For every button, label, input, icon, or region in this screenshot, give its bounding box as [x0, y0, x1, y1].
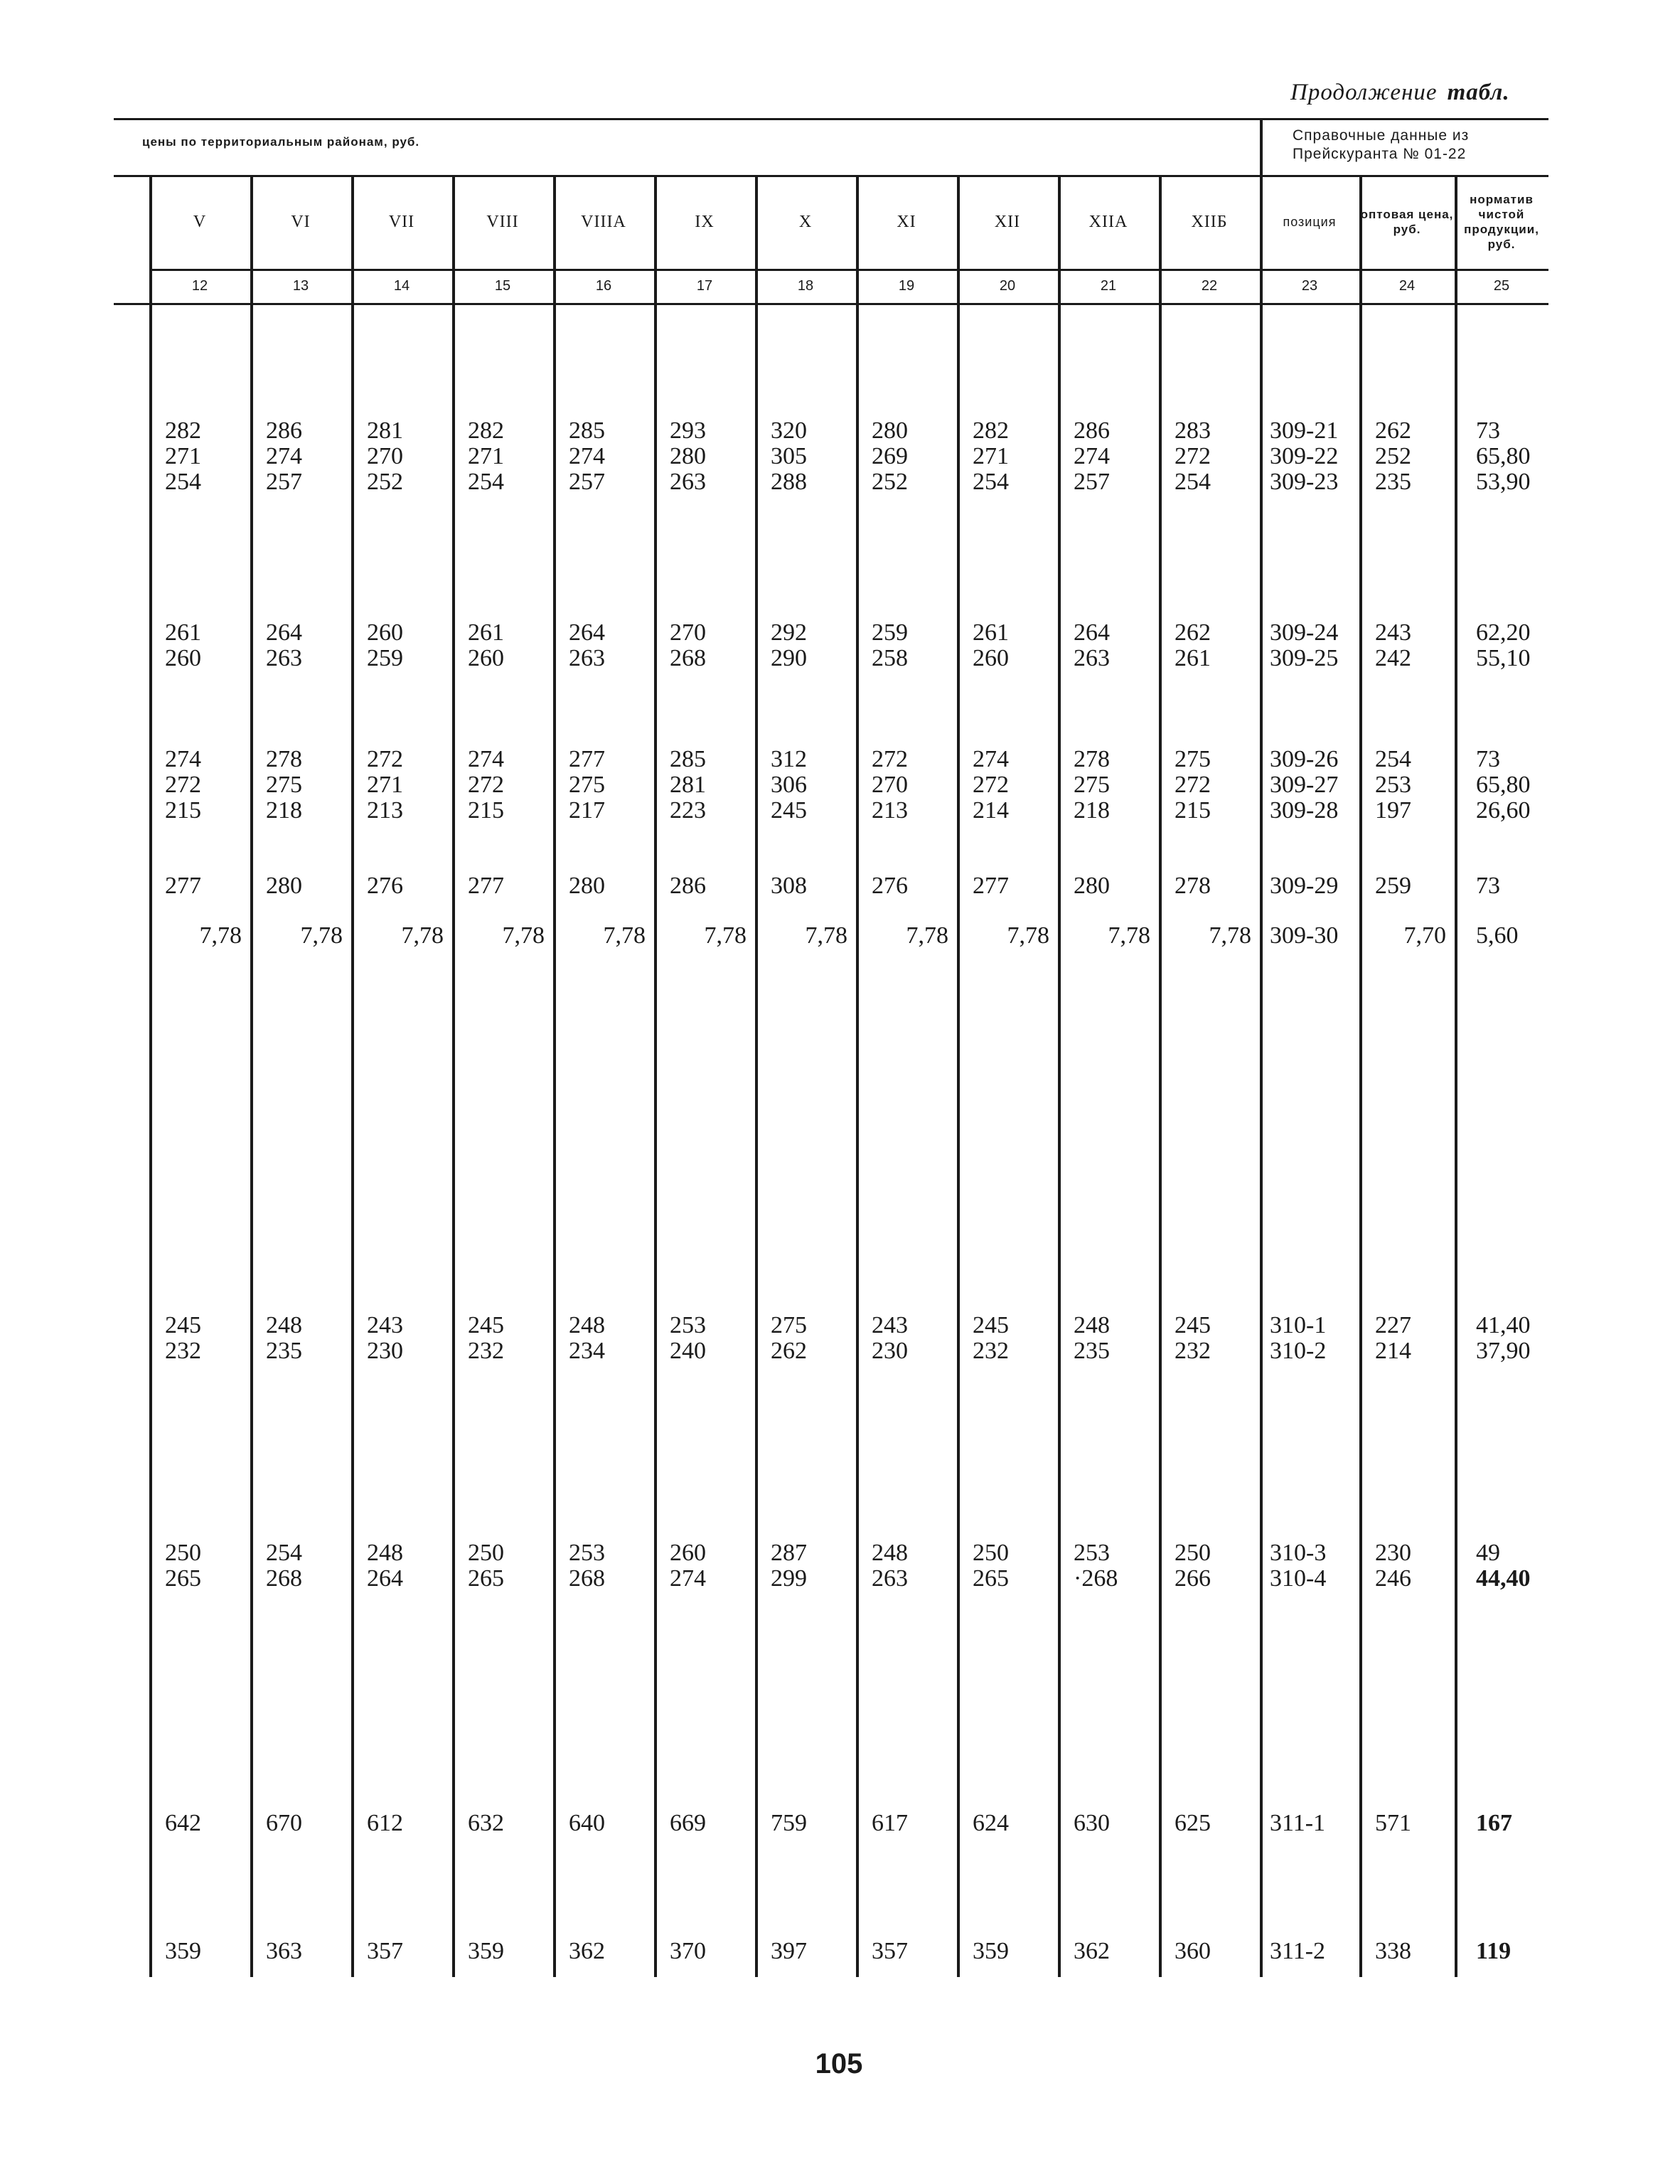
table-cell: 259: [1375, 873, 1411, 899]
table-cell: 312: [771, 746, 807, 772]
column-number: 13: [292, 277, 309, 294]
column-divider: [755, 176, 758, 1977]
table-cell: 53,90: [1476, 469, 1531, 495]
table-cell: 309-29: [1270, 873, 1339, 899]
column-header: XIIА: [1088, 212, 1128, 231]
table-cell: 235: [266, 1338, 302, 1364]
table-cell: 278: [1175, 873, 1211, 899]
table-cell: 7,78: [1209, 922, 1251, 949]
table-cell: 277: [468, 873, 504, 899]
table-cell: 357: [872, 1938, 908, 1964]
table-cell: 274: [468, 746, 504, 772]
table-cell: 299: [771, 1565, 807, 1592]
table-cell: 7,78: [1007, 922, 1049, 949]
column-divider: [957, 176, 960, 1977]
table-cell: 270: [872, 772, 908, 798]
table-cell: 254: [1175, 469, 1211, 495]
table-cell: 263: [872, 1565, 908, 1592]
table-cell: 261: [165, 619, 201, 646]
table-cell: 265: [165, 1565, 201, 1592]
table-cell: 275: [1074, 772, 1110, 798]
column-divider: [1455, 176, 1457, 1977]
column-divider: [1260, 118, 1263, 1977]
table-abbrev: табл.: [1447, 80, 1510, 105]
column-number: 16: [595, 277, 612, 294]
table-cell: 359: [165, 1938, 201, 1964]
table-cell: 254: [165, 469, 201, 495]
table-cell: 311-1: [1270, 1810, 1326, 1836]
table-cell: 275: [771, 1312, 807, 1338]
column-header: позиция: [1283, 214, 1337, 229]
column-number: 17: [696, 277, 713, 294]
column-header: X: [798, 212, 813, 231]
table-cell: 245: [1175, 1312, 1211, 1338]
table-cell: 362: [569, 1938, 605, 1964]
table-cell: 258: [872, 645, 908, 671]
table-cell: 243: [367, 1312, 403, 1338]
column-number: 19: [898, 277, 915, 294]
table-cell: 7,78: [603, 922, 646, 949]
table-cell: 227: [1375, 1312, 1411, 1338]
column-divider: [1159, 176, 1162, 1977]
table-cell: 7,78: [906, 922, 948, 949]
table-cell: 73: [1476, 873, 1500, 899]
table-cell: 73: [1476, 746, 1500, 772]
table-cell: ·268: [1074, 1565, 1118, 1592]
column-divider: [1058, 176, 1061, 1977]
table-cell: 268: [266, 1565, 302, 1592]
table-cell: 309-28: [1270, 797, 1339, 824]
table-cell: 242: [1375, 645, 1411, 671]
table-cell: 253: [569, 1540, 605, 1566]
table-cell: 362: [1074, 1938, 1110, 1964]
table-cell: 309-22: [1270, 443, 1339, 469]
table-cell: 41,40: [1476, 1312, 1531, 1338]
table-cell: 7,78: [401, 922, 444, 949]
table-cell: 252: [1375, 443, 1411, 469]
table-cell: 630: [1074, 1810, 1110, 1836]
column-number: 14: [393, 277, 410, 294]
table-cell: 288: [771, 469, 807, 495]
table-cell: 305: [771, 443, 807, 469]
table-cell: 234: [569, 1338, 605, 1364]
table-cell: 268: [569, 1565, 605, 1592]
table-cell: 357: [367, 1938, 403, 1964]
table-cell: 309-23: [1270, 469, 1339, 495]
table-cell: 260: [468, 645, 504, 671]
column-number: 15: [494, 277, 511, 294]
table-cell: 253: [1375, 772, 1411, 798]
table-cell: 7,78: [805, 922, 847, 949]
table-cell: 278: [1074, 746, 1110, 772]
table-cell: 49: [1476, 1540, 1500, 1566]
table-cell: 214: [973, 797, 1009, 824]
table-cell: 264: [1074, 619, 1110, 646]
table-cell: 269: [872, 443, 908, 469]
table-cell: 360: [1175, 1938, 1211, 1964]
table-cell: 280: [569, 873, 605, 899]
table-cell: 7,78: [502, 922, 545, 949]
table-cell: 5,60: [1476, 922, 1519, 949]
column-header: V: [193, 212, 207, 231]
table-cell: 265: [468, 1565, 504, 1592]
table-cell: 260: [367, 619, 403, 646]
continuation-text: Продолжение: [1290, 80, 1438, 105]
column-header: оптовая цена, руб.: [1360, 208, 1454, 236]
table-cell: 215: [1175, 797, 1211, 824]
table-cell: 310-3: [1270, 1540, 1327, 1566]
table-cell: 260: [973, 645, 1009, 671]
column-divider: [1359, 176, 1362, 1977]
table-cell: 245: [973, 1312, 1009, 1338]
table-cell: 253: [1074, 1540, 1110, 1566]
table-cell: 282: [468, 417, 504, 444]
table-cell: 625: [1175, 1810, 1211, 1836]
column-number: 12: [191, 277, 208, 294]
table-cell: 248: [266, 1312, 302, 1338]
table-cell: 363: [266, 1938, 302, 1964]
table-cell: 230: [367, 1338, 403, 1364]
column-number: 24: [1398, 277, 1416, 294]
table-cell: 266: [1175, 1565, 1211, 1592]
table-cell: 250: [973, 1540, 1009, 1566]
table-cell: 55,10: [1476, 645, 1531, 671]
reference-data-caption: Справочные данные из Прейскуранта № 01-22: [1293, 127, 1470, 162]
table-cell: 243: [1375, 619, 1411, 646]
table-cell: 254: [266, 1540, 302, 1566]
table-cell: 246: [1375, 1565, 1411, 1592]
table-cell: 285: [569, 417, 605, 444]
table-cell: 292: [771, 619, 807, 646]
table-cell: 277: [165, 873, 201, 899]
column-divider: [654, 176, 657, 1977]
table-cell: 62,20: [1476, 619, 1531, 646]
table-cell: 230: [1375, 1540, 1411, 1566]
table-cell: 257: [266, 469, 302, 495]
table-cell: 311-2: [1270, 1938, 1326, 1964]
table-cell: 359: [973, 1938, 1009, 1964]
table-cell: 310-2: [1270, 1338, 1327, 1364]
table-cell: 285: [670, 746, 706, 772]
table-cell: 259: [872, 619, 908, 646]
table-cell: 265: [973, 1565, 1009, 1592]
table-cell: 308: [771, 873, 807, 899]
table-cell: 283: [1175, 417, 1211, 444]
table-cell: 7,78: [1108, 922, 1150, 949]
table-cell: 240: [670, 1338, 706, 1364]
column-header: VIIIА: [581, 212, 626, 231]
column-number: 22: [1201, 277, 1218, 294]
header-bottom-rule: [149, 269, 1548, 271]
table-cell: 259: [367, 645, 403, 671]
table-cell: 264: [569, 619, 605, 646]
table-cell: 338: [1375, 1938, 1411, 1964]
number-row-rule: [114, 303, 1548, 305]
column-header: VII: [388, 212, 415, 231]
column-divider: [250, 176, 253, 1977]
column-header: норматив чистой продукции, руб.: [1464, 193, 1539, 251]
prices-by-district-caption: цены по территориальным районам, руб.: [142, 135, 420, 149]
table-cell: 320: [771, 417, 807, 444]
table-cell: 271: [367, 772, 403, 798]
column-divider: [856, 176, 859, 1977]
table-cell: 272: [872, 746, 908, 772]
table-cell: 309-26: [1270, 746, 1339, 772]
table-cell: 274: [266, 443, 302, 469]
table-cell: 272: [367, 746, 403, 772]
table-cell: 264: [367, 1565, 403, 1592]
column-header: XI: [897, 212, 916, 231]
table-cell: 275: [1175, 746, 1211, 772]
table-cell: 248: [1074, 1312, 1110, 1338]
table-cell: 670: [266, 1810, 302, 1836]
table-cell: 280: [266, 873, 302, 899]
table-cell: 250: [468, 1540, 504, 1566]
table-cell: 7,78: [704, 922, 747, 949]
table-cell: 277: [569, 746, 605, 772]
table-cell: 274: [973, 746, 1009, 772]
table-cell: 119: [1476, 1938, 1512, 1964]
column-divider: [452, 176, 455, 1977]
table-cell: 167: [1476, 1810, 1512, 1836]
table-cell: 261: [1175, 645, 1211, 671]
table-cell: 37,90: [1476, 1338, 1531, 1364]
table-cell: 65,80: [1476, 443, 1531, 469]
table-cell: 397: [771, 1938, 807, 1964]
table-cell: 268: [670, 645, 706, 671]
table-cell: 632: [468, 1810, 504, 1836]
table-cell: 287: [771, 1540, 807, 1566]
table-cell: 248: [872, 1540, 908, 1566]
table-cell: 254: [468, 469, 504, 495]
table-cell: 274: [165, 746, 201, 772]
table-continuation-caption: [1290, 80, 1546, 106]
table-cell: 272: [165, 772, 201, 798]
table-cell: 245: [468, 1312, 504, 1338]
table-cell: 290: [771, 645, 807, 671]
table-cell: 218: [1074, 797, 1110, 824]
table-cell: 669: [670, 1810, 706, 1836]
table-cell: 214: [1375, 1338, 1411, 1364]
table-cell: 286: [670, 873, 706, 899]
table-cell: 271: [165, 443, 201, 469]
table-cell: 235: [1375, 469, 1411, 495]
table-cell: 217: [569, 797, 605, 824]
table-cell: 264: [266, 619, 302, 646]
table-cell: 272: [1175, 772, 1211, 798]
table-cell: 73: [1476, 417, 1500, 444]
column-divider: [351, 176, 354, 1977]
table-cell: 232: [973, 1338, 1009, 1364]
table-cell: 272: [973, 772, 1009, 798]
table-cell: 260: [165, 645, 201, 671]
table-cell: 232: [468, 1338, 504, 1364]
table-cell: 642: [165, 1810, 201, 1836]
ref-rule: [1260, 118, 1548, 120]
table-cell: 274: [1074, 443, 1110, 469]
table-cell: 254: [1375, 746, 1411, 772]
table-cell: 252: [367, 469, 403, 495]
table-cell: 263: [670, 469, 706, 495]
table-cell: 262: [1175, 619, 1211, 646]
table-cell: 213: [367, 797, 403, 824]
table-cell: 263: [266, 645, 302, 671]
column-header: XIIБ: [1191, 212, 1228, 231]
table-cell: 197: [1375, 797, 1411, 824]
table-cell: 270: [670, 619, 706, 646]
table-cell: 640: [569, 1810, 605, 1836]
table-cell: 271: [973, 443, 1009, 469]
table-cell: 309-30: [1270, 922, 1339, 949]
table-cell: 243: [872, 1312, 908, 1338]
table-cell: 310-4: [1270, 1565, 1327, 1592]
table-cell: 612: [367, 1810, 403, 1836]
table-cell: 65,80: [1476, 772, 1531, 798]
table-cell: 263: [569, 645, 605, 671]
column-number: 20: [999, 277, 1016, 294]
column-header: VIII: [486, 212, 519, 231]
table-cell: 245: [165, 1312, 201, 1338]
column-number: 18: [797, 277, 814, 294]
table-cell: 309-27: [1270, 772, 1339, 798]
table-cell: 309-25: [1270, 645, 1339, 671]
table-cell: 250: [165, 1540, 201, 1566]
table-cell: 26,60: [1476, 797, 1531, 824]
table-cell: 248: [569, 1312, 605, 1338]
table-cell: 272: [1175, 443, 1211, 469]
table-cell: 232: [1175, 1338, 1211, 1364]
table-cell: 280: [670, 443, 706, 469]
table-cell: 282: [165, 417, 201, 444]
table-cell: 617: [872, 1810, 908, 1836]
table-cell: 218: [266, 797, 302, 824]
table-cell: 223: [670, 797, 706, 824]
table-cell: 263: [1074, 645, 1110, 671]
table-cell: 232: [165, 1338, 201, 1364]
column-header: VI: [291, 212, 311, 231]
table-cell: 278: [266, 746, 302, 772]
table-cell: 306: [771, 772, 807, 798]
table-cell: 230: [872, 1338, 908, 1364]
table-cell: 286: [266, 417, 302, 444]
table-cell: 275: [266, 772, 302, 798]
table-cell: 261: [973, 619, 1009, 646]
table-cell: 215: [165, 797, 201, 824]
table-cell: 309-21: [1270, 417, 1339, 444]
table-cell: 257: [1074, 469, 1110, 495]
table-cell: 7,78: [199, 922, 242, 949]
table-cell: 759: [771, 1810, 807, 1836]
table-cell: 253: [670, 1312, 706, 1338]
table-cell: 252: [872, 469, 908, 495]
column-header: IX: [695, 212, 715, 231]
page-number: 105: [815, 2048, 863, 2079]
table-cell: 260: [670, 1540, 706, 1566]
table-cell: 213: [872, 797, 908, 824]
table-cell: 272: [468, 772, 504, 798]
table-cell: 359: [468, 1938, 504, 1964]
table-cell: 261: [468, 619, 504, 646]
column-number: 21: [1100, 277, 1117, 294]
table-cell: 624: [973, 1810, 1009, 1836]
table-cell: 270: [367, 443, 403, 469]
table-cell: 276: [872, 873, 908, 899]
table-cell: 235: [1074, 1338, 1110, 1364]
table-cell: 309-24: [1270, 619, 1339, 646]
column-number: 25: [1493, 277, 1510, 294]
table-cell: 571: [1375, 1810, 1411, 1836]
column-number: 23: [1301, 277, 1318, 294]
table-cell: 250: [1175, 1540, 1211, 1566]
table-cell: 248: [367, 1540, 403, 1566]
table-cell: 280: [1074, 873, 1110, 899]
table-cell: 282: [973, 417, 1009, 444]
table-cell: 274: [569, 443, 605, 469]
table-cell: 215: [468, 797, 504, 824]
table-cell: 254: [973, 469, 1009, 495]
table-cell: 275: [569, 772, 605, 798]
column-divider: [149, 176, 152, 1977]
table-cell: 7,70: [1403, 922, 1446, 949]
table-cell: 274: [670, 1565, 706, 1592]
table-cell: 370: [670, 1938, 706, 1964]
table-cell: 293: [670, 417, 706, 444]
table-cell: 280: [872, 417, 908, 444]
table-cell: 245: [771, 797, 807, 824]
table-cell: 310-1: [1270, 1312, 1327, 1338]
table-cell: 7,78: [300, 922, 343, 949]
table-cell: 262: [771, 1338, 807, 1364]
table-cell: 281: [670, 772, 706, 798]
table-cell: 276: [367, 873, 403, 899]
table-cell: 44,40: [1476, 1565, 1531, 1592]
column-divider: [553, 176, 556, 1977]
table-cell: 286: [1074, 417, 1110, 444]
table-cell: 257: [569, 469, 605, 495]
table-cell: 271: [468, 443, 504, 469]
table-cell: 277: [973, 873, 1009, 899]
table-cell: 262: [1375, 417, 1411, 444]
column-header: XII: [994, 212, 1021, 231]
table-cell: 281: [367, 417, 403, 444]
